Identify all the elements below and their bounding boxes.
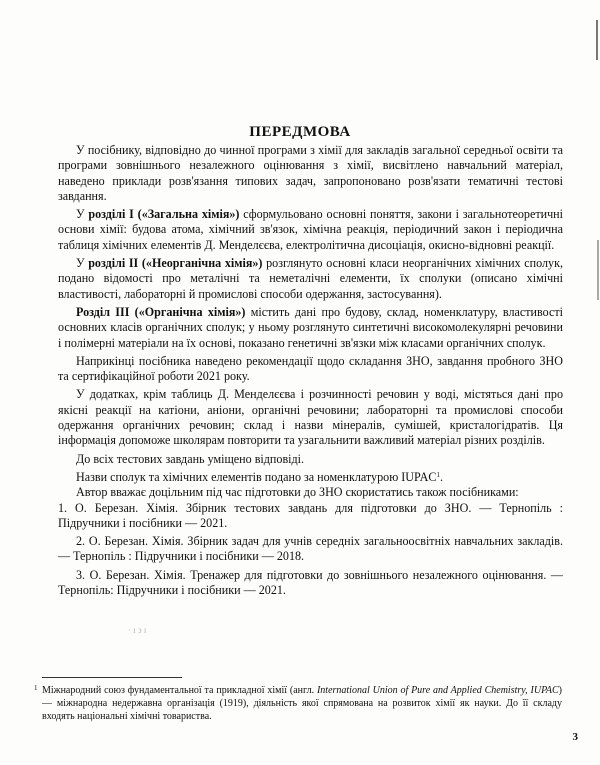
scan-edge-mark (596, 20, 598, 60)
footnote: 1 Міжнародний союз фундаментальної та прикладної хімії (англ. International Union of Pure and Applied Chemistry, IUPAC) — міжнародна недержавна організація (1919), діяльність якої спрямована на розвиток хімії як науки. До її складу входять національні хімічні товариства. (34, 684, 563, 722)
reference-item: 1. О. Березан. Хімія. Збірник тестових завдань для підготовки до ЗНО. — Тернопіль : Підручники і посібники — 2021. (58, 500, 563, 530)
paragraph: До всіх тестових завдань уміщено відповіді. (76, 451, 305, 466)
paragraph: У додатках, крім таблиць Д. Менделєєва і розчинності речовин у воді, містяться дані про якісні реакції на катіони, аніони, органічні речовини; лабораторні та промислові способи одержання органічних речовин; склад і назви мінералів, сумішей, кристалогідратів. Ця інформація допоможе школярам повторити та узагальнити важливий матеріал різних розділів. (58, 387, 563, 448)
paragraph: У посібнику, відповідно до чинної програми з хімії для закладів загальної середньої освіти та програми зовнішнього незалежного оцінювання з хімії, висвітлено навчальний матеріал, наведено приклади розв'язання типових задач, запропоновано розв'язати тематичні тестові завдання. (58, 143, 563, 203)
section-name: розділі І («Загальна хімія») (88, 207, 240, 222)
reference-item: 3. О. Березан. Хімія. Тренажер для підготовки до зовнішнього незалежного оцінювання. — Тернопіль: Підручники і посібники — 2021. (58, 567, 563, 598)
paragraph: Автор вважає доцільним під час підготовки до ЗНО скористатись також посібниками: (76, 485, 519, 500)
reference-item: 2. О. Березан. Хімія. Збірник задач для учнів середніх загальноосвітніх навчальних закладів. — Тернопіль : Підручники і посібники — 2018. (58, 534, 563, 564)
footnote-italic: International Union of Pure and Applied Chemistry, IUPAC (316, 685, 559, 696)
paragraph-section-2: У розділі ІІ («Неорганічна хімія») розглянуто основні класи неорганічних хімічних сполук, подано відомості про металічні та неметалічні елементи, їх сполуки (описано хімічні властивості, лабораторні й промислові способи одержання, застосування). (58, 256, 563, 301)
section-name: Розділ ІІІ («Органічна хімія») (76, 304, 246, 319)
section-name: розділі ІІ («Неорганічна хімія») (88, 256, 263, 271)
scan-edge-mark (597, 240, 599, 300)
footnote-divider (42, 677, 182, 678)
paragraph: Назви сполук та хімічних елементів подано за номенклатурою IUPAC$^1$. (76, 469, 443, 484)
footnote-ref: 1 (436, 470, 440, 479)
footnote-mark: 1 (34, 684, 38, 692)
page-number: 3 (572, 731, 578, 743)
paragraph-section-3: Розділ ІІІ («Органічна хімія») містить дані про будову, склад, номенклатуру, властивості основних класів органічних сполук; у ньому розглянуто синтетичні високомолекулярні речовини і полімерні матеріали на їх основі, показано генетичні зв'язки між класами органічних сполук. (58, 304, 563, 350)
paragraph-section-1: У розділі І («Загальна хімія») сформульовано основні поняття, закони і загальнотеоретичні основи хімії: будова атома, хімічний зв'язок, хімічна реакція, періодичний закон і періодична таблиця хімічних елементів Д. Менделєєва, електролітична дисоціація, окисно-відновні реакції. (58, 207, 563, 252)
preface-body (58, 143, 563, 598)
faint-stamp: · ı ϶ ı (128, 625, 147, 635)
paragraph: Наприкінці посібника наведено рекомендації щодо складання ЗНО, завдання пробного ЗНО та сертифікаційної роботи 2021 року. (58, 353, 563, 384)
page-title: ПЕРЕДМОВА (249, 124, 351, 140)
